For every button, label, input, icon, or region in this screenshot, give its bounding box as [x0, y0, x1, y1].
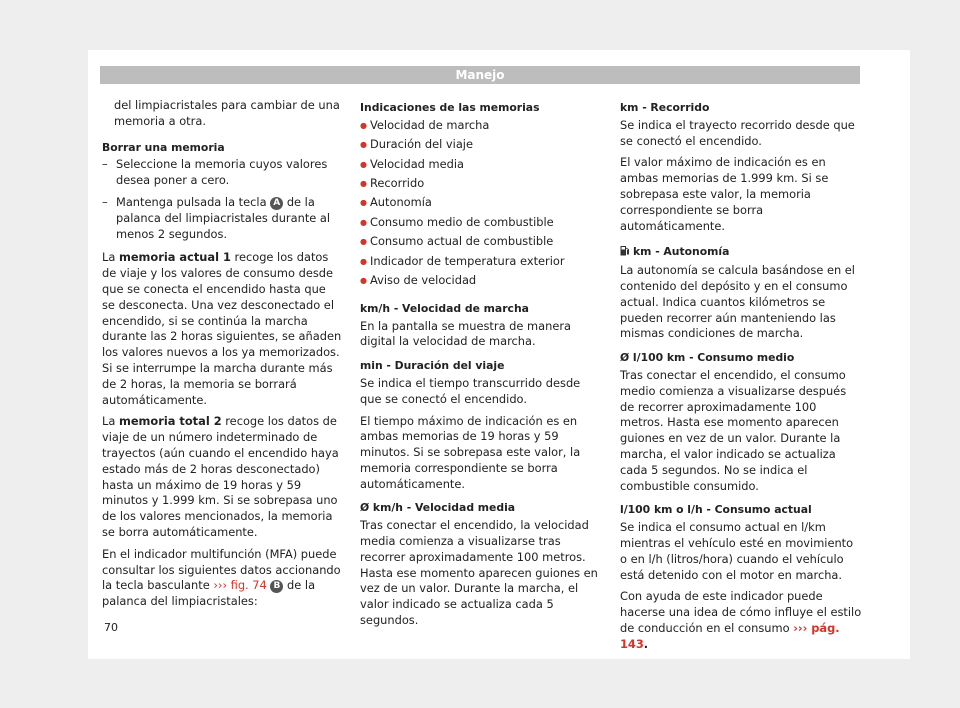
consumo-actual-text-2: Con ayuda de este indicador puede hacerse una idea de cómo influye el estilo de conducción en el consumo ››› pág. 143.: [620, 589, 862, 651]
recorrido-heading: km - Recorrido: [620, 101, 710, 114]
min-heading: min - Duración del viaje: [360, 359, 505, 373]
borrar-heading: Borrar una memoria: [102, 140, 225, 154]
kmh-heading: km/h - Velocidad de marcha: [360, 301, 529, 315]
consumo-medio-heading: Ø l/100 km - Consumo medio: [620, 351, 795, 365]
key-a-badge: A: [270, 197, 283, 210]
list-item: ● Velocidad media: [360, 157, 602, 173]
section-header: Manejo: [100, 66, 860, 84]
recorrido-text-1: Se indica el trayecto recorrido desde que se conectó el encendido.: [620, 117, 855, 148]
consumo-actual-text-1: Se indica el consumo actual en l/km mientras el vehículo esté en movimiento o en l/h (litros/hora) cuando el vehículo está detenido con el motor en marcha.: [620, 520, 854, 582]
mfa-paragraph: En el indicador multifunción (MFA) puede consultar los siguientes datos accionando la tecla basculante ››› fig. 74 B de la palanca del limpiacristales:: [102, 546, 341, 609]
page-number: 70: [104, 621, 118, 634]
list-item: ● Recorrido: [360, 176, 602, 192]
memoria-actual-paragraph: La memoria actual 1 recoge los datos de viaje y los valores de consumo desde que se conecta el encendido hasta que se desconecta. Una vez desconectado el encendido, si se continúa la marcha durante las 2 horas siguientes, se añaden los valores nuevos a los ya memorizados. Si se interrumpe la marcha durante más de 2 horas, la memoria se borrará automáticamente.: [102, 250, 342, 407]
list-item: ● Aviso de velocidad: [360, 273, 602, 289]
memorias-heading: Indicaciones de las memorias: [360, 101, 540, 114]
consumo-actual-heading: l/100 km o l/h - Consumo actual: [620, 503, 812, 517]
kmh-text: En la pantalla se muestra de manera digital la velocidad de marcha.: [360, 318, 572, 349]
avg-speed-text: Tras conectar el encendido, la velocidad media comienza a visualizarse tras recorrer aproximadamente 100 metros. Hasta ese momento aparecen guiones en vez de un valor. Durante la marcha, el valor indicado se actualiza cada 5 segundos.: [360, 518, 598, 628]
autonomia-heading: km - Autonomía: [620, 244, 862, 261]
autonomia-text: La autonomía se calcula basándose en el contenido del depósito y en el consumo actual. Indica cuantos kilómetros se pueden recorrer aún manteniendo las mismas condiciones de marcha.: [620, 263, 855, 341]
list-item: ● Velocidad de marcha: [360, 118, 602, 134]
min-text-1: Se indica el tiempo transcurrido desde que se conectó el encendido.: [360, 375, 581, 406]
list-item: ● Indicador de temperatura exterior: [360, 254, 602, 270]
pag-143-link[interactable]: ››› pág. 143: [620, 620, 840, 651]
list-item: ● Consumo actual de combustible: [360, 234, 602, 250]
recorrido-text-2: El valor máximo de indicación es en ambas memorias de 1.999 km. Si se sobrepasa este valor, la memoria correspondiente se borra automáticamente.: [620, 155, 829, 233]
step-1: – Seleccione la memoria cuyos valores desea poner a cero.: [102, 157, 342, 189]
column-1: [102, 98, 342, 616]
memoria-total-paragraph: La memoria total 2 recoge los datos de viaje de un número indeterminado de trayectos (aún cuando el encendido haya estado más de 2 horas desconectado) hasta un máximo de 19 horas y 59 minutos y 1.999 km. Si se sobrepasa uno de los valores mencionados, la memoria se borra automáticamente.: [102, 414, 339, 539]
fig-74-link[interactable]: ››› fig. 74: [213, 578, 267, 593]
column-2: [360, 98, 602, 635]
key-b-badge: B: [270, 580, 283, 593]
memorias-list: [360, 118, 602, 289]
consumo-medio-text: Tras conectar el encendido, el consumo medio comienza a visualizarse después de recorrer aproximadamente 100 metros. Hasta ese momento aparecen guiones en vez de un valor. Durante la marcha, el valor indicado se actualiza cada 5 segundos. No se indica el combustible consumido.: [620, 367, 847, 493]
column-3: [620, 98, 862, 659]
list-item: ● Consumo medio de combustible: [360, 215, 602, 231]
min-text-2: El tiempo máximo de indicación es en ambas memorias de 19 horas y 59 minutos. Si se sobrepasa este valor, la memoria correspondiente se borra automáticamente.: [360, 413, 581, 491]
intro-text: del limpiacristales para cambiar de una memoria a otra.: [114, 98, 340, 128]
avg-speed-heading: Ø km/h - Velocidad media: [360, 501, 516, 515]
step-2: – Mantenga pulsada la tecla A de la palanca del limpiacristales durante al menos 2 segundos.: [102, 195, 342, 242]
list-item: ● Autonomía: [360, 195, 602, 211]
fuel-pump-icon: [620, 245, 630, 261]
list-item: ● Duración del viaje: [360, 137, 602, 153]
